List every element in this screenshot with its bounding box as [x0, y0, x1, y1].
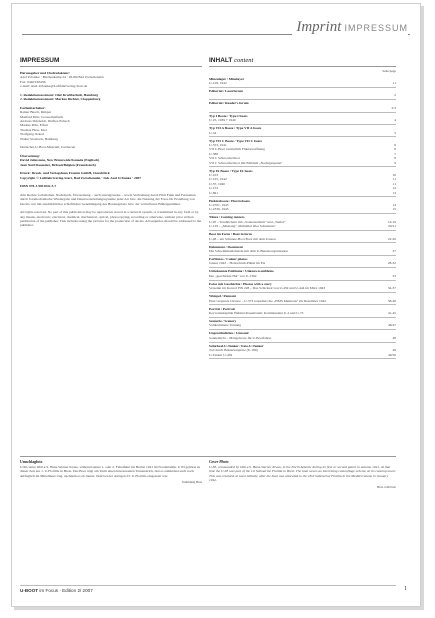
toc-entry[interactable] [209, 125, 396, 137]
toc-category: Typ VII C Boote / Type VII C boats [209, 138, 262, 143]
publisher-line: Axel Urbanke · Birchenkamp 24 · 26169 Bad Zwischenahn [20, 75, 104, 80]
publisher-line: Fax: 04403/63296 [20, 79, 46, 84]
toc-item-title: U-125, 1942 [209, 177, 227, 182]
toc-item-title: U-4701, 1945 [209, 202, 229, 207]
toc-item-page: 49 [392, 348, 396, 353]
toc-row [209, 118, 396, 122]
toc-item-title: Vollkommene Tarnung [209, 323, 241, 328]
toc-item-title: Tod durch Bakterienplotte (U-180) [209, 348, 258, 353]
toc-row [209, 224, 396, 228]
toc-row [209, 191, 396, 195]
toc-row [209, 274, 396, 278]
toc-row [209, 81, 396, 85]
contents-heading-sub: content [234, 57, 254, 64]
toc-item-page: 7 [394, 151, 396, 156]
toc-category: Minenleger / Minelayer [209, 76, 245, 81]
toc-item-page: 33 [392, 273, 396, 278]
toc-entry[interactable] [209, 214, 396, 231]
magazine-issue: im Focus · Edition 2/ 2007 [39, 588, 93, 593]
translator-line: Jean Noël Daoustier, Brüssel/Belgien (Französisch) [20, 162, 96, 167]
toc-item-title: U-48 – ein Schnauz-Boot Boot mit dem Zossen [209, 236, 276, 241]
toc-item-page: 14 [392, 202, 396, 207]
page-footer-magazine [20, 588, 93, 593]
toc-category: Tänze / Coming tanzers [209, 215, 245, 220]
toc-item-title: U-153 [209, 186, 218, 191]
header-title-caps: IMPRESSUM [344, 23, 408, 33]
toc-entry[interactable] [209, 137, 396, 167]
contents-heading-main: INHALT [209, 57, 233, 64]
translators-list [20, 158, 202, 167]
header-title-word: Imprint [296, 19, 342, 35]
toc-item-page: 27 [392, 248, 396, 253]
toc-row [209, 93, 396, 97]
toc-entry[interactable] [209, 318, 396, 330]
publisher-lines [20, 75, 202, 88]
toc-item-page: 22-26 [387, 236, 396, 241]
toc-category: Typ IX Boote / Type IX boats [209, 168, 253, 173]
page-footer-rule [20, 585, 396, 586]
toc-entry[interactable] [209, 305, 396, 317]
toc-item-title: U-103 [209, 172, 218, 177]
toc-category: Ungewöhnliches / Unusual [209, 331, 249, 336]
magazine-name: U-BOOT [20, 588, 39, 593]
cover-credit-en: Hess collection [377, 484, 396, 489]
toc-item-title: U-25, 1939 + 1940 [209, 118, 236, 123]
toc-item-title: Versenkt im Konvoi HX 228 – Das Schicksal von U-432 und U-444 im März 1943 [209, 286, 326, 291]
toc-row [209, 207, 396, 211]
impressum-column [20, 57, 202, 228]
toc-entry[interactable] [209, 75, 396, 87]
toc-category: Schicksal-U-Tanker / Fate-U-Tanker [209, 343, 264, 348]
editors-list [20, 93, 202, 102]
toc-item-page: 6 [394, 142, 396, 147]
toc-category: Editorial / Leserforum [209, 88, 243, 93]
advisor-line: Wolfgang Ockert [20, 132, 45, 137]
toc-category: Elektroboote / Electroboats [209, 198, 250, 203]
print-line: Druck: Druck- und Verlagshaus Fromm GmbH, Osnabrück [20, 171, 110, 176]
toc-item-title: U-861 [209, 190, 218, 195]
toc-item-page: 11 [392, 181, 396, 186]
toc-item-title: Der „geschickte Hai" von U-1392 [209, 273, 257, 278]
toc-entry[interactable] [209, 256, 396, 268]
publisher-line: e-mail: Axel-Urbanke@Luftfahrtverlag-Start.de [20, 84, 88, 89]
advisor-line: Rainer Busch, Rimpar [20, 110, 52, 115]
toc-item-page: 10 [392, 172, 396, 177]
toc-item-title: Korvettenkapitän Helmut Rosenbaum, Kommandant U-2 und U-73 [209, 310, 304, 315]
toc-entry[interactable] [209, 231, 396, 243]
toc-item-page: 5 [394, 130, 396, 135]
toc-item-page: 49/50 [388, 352, 396, 357]
toc-item-page: 48 [392, 335, 396, 340]
toc-entry[interactable] [209, 88, 396, 100]
rights-english: All rights reserved. No part of this publication may be reproduced, stored in a retrieval system, or transmitted in any form or by any means, electronic, electrical, chemical, mechanical, optical, photocopying, recording or otherwise, without prior written permission of the publisher. This includes using the pictures for the production of decals. All enquiries should be addressed to the publisher. [20, 210, 202, 228]
toc-item-page: 12 [392, 186, 396, 191]
advisor-line: Markus Pöhr, Erfurt [20, 123, 49, 128]
toc-entry[interactable] [209, 330, 396, 342]
toc-row [209, 261, 396, 265]
cover-caption-english [209, 460, 396, 489]
toc-item-title: Eine verpasste Chance – U-373 torpediert die „HMS Mamerus" im Dezember 1942 [209, 298, 326, 303]
toc-item-page: 41-45 [387, 310, 396, 315]
toc-row [209, 336, 396, 340]
advisors-list [20, 110, 202, 141]
cover-credit-de: Sammlung Hess [181, 480, 202, 484]
toc-item-page: 13 [392, 190, 396, 195]
toc-entry[interactable] [209, 243, 396, 255]
toc-entry[interactable] [209, 113, 396, 125]
contents-column [209, 57, 396, 359]
toc-category: Dokument / Document [209, 244, 243, 249]
toc-item-title: VII C Schnorchelboot [209, 156, 240, 161]
cover-label-de: Umschlagfoto [20, 460, 43, 464]
cover-caption-german [20, 460, 202, 485]
toc-item-title: U-Tanker U-459 [209, 352, 233, 357]
museum-credit: Deutsches U-Boot-Museum, Cuxhaven [20, 145, 76, 150]
table-of-contents [209, 75, 396, 359]
toc-item-page: 2 [394, 93, 396, 98]
editor-line: 2. Redaktionsassistent: Markus Richter, Cloppenburg [20, 97, 101, 102]
toc-item-title: Januar 1942 – Holzschnitt-Piktul im Eis [209, 261, 266, 266]
cover-text-en: U-83, commanded by Oblt.z.S. Hans-Werner Kraus, in the North Atlantic during its first or second patrol in autumn 1941. At that time the U-83 was part of the 1st Submarine Flotilla in Brest. The boat wears an interesting camouflage scheme on its conning tower. This was retained, at least initially, after the boat was allocated to the 23rd Submarine Flotilla in the Mediterranean in January 1942. [209, 464, 396, 482]
rights-german: Alle Rechte vorbehalten. Nachdruck, Übersetzung – auch auszugsweise – sowie Verbreitung durch Film Funk und Fernsehen, durch fotomechanische Wiedergabe und Datenverarbeitungssysteme jeder Art bzw. die Nutzung der Fotos für Erstellung von Decals, nur mit ausdrücklicher schriftlicher Genehmigung des Herausgebers bzw. der vertretbaren Bildeigentümer. [20, 192, 197, 206]
toc-item-page: 9 [394, 160, 396, 165]
header-title [292, 19, 408, 36]
toc-entry[interactable] [209, 197, 396, 214]
toc-item-page: 2/3 [391, 105, 396, 110]
publisher-label: Herausgeber und Chefredakteur: [20, 71, 71, 75]
cover-text-de: U 60, unter Oblt.z.S. Hans-Werner Kraus, während seiner 1. oder 2. Feindfahrt im Herbst 1941 im Nordatlantik. U 83 gehörte zu dieser Zeit zur 1. U-Flottille in Brest. Das Boot trägt am Turm einen interessanten Tarnanstrich, den es zumindest auch noch anfänglich im Mittelmeer trug, nachdem es ab Januar 1942 bei der dortigen 23. U-Flottille eingesetzt war. [20, 464, 201, 478]
toc-item-title: U-218, 1942 [209, 81, 227, 85]
page-number: 1 [404, 586, 407, 592]
toc-entry[interactable] [209, 268, 396, 280]
toc-item-title: U-553, 1941 [209, 142, 227, 147]
toc-item-page: 34-37 [387, 286, 396, 291]
toc-item-title: VII C Schnorchelboot mit Emblem „Nachtgespenst" [209, 160, 283, 165]
toc-item-page: 4 [394, 118, 396, 123]
toc-item-page: 11 [392, 81, 396, 85]
toc-item-page: 16-19 [387, 219, 396, 224]
toc-category: Fotos mit Geschichte / Photos with a story [209, 281, 272, 286]
translator-line: David Johnstone, New Brunswick/Kanada (Englisch) [20, 158, 100, 163]
toc-item-title: VII C-Boot vermutlich Flakbewaffnung [209, 147, 265, 152]
toc-item-page: 20/21 [388, 224, 396, 229]
toc-entry[interactable] [209, 343, 396, 360]
toc-category: Boot im Form / Boat in form [209, 232, 252, 237]
impressum-heading: IMPRESSUM [20, 57, 202, 67]
toc-row [209, 323, 396, 327]
print-info [20, 171, 202, 180]
toc-category: Editorial / Reader's forum [209, 101, 249, 106]
toc-item-page: 6 [394, 147, 396, 152]
toc-item-title: U-34 [209, 130, 217, 135]
cover-label-en: Cover Photo [209, 460, 229, 464]
toc-item-page: 11 [392, 177, 396, 182]
advisor-line: Thomas Hess, Kiel [20, 127, 47, 132]
toc-item-title: U-95 – Tendlöchern mit „Sonnenschirm" und „Teufel" [209, 219, 286, 224]
toc-row [209, 299, 396, 303]
editor-line: 1. Redaktionsassistent: Olaf Kraftberhölt, Hamburg [20, 92, 99, 97]
toc-category: Farbfotos / Colour photos [209, 256, 248, 261]
toc-row [209, 237, 396, 241]
advisor-line: Walter Stoebeck, Hamburg [20, 136, 58, 141]
toc-row [209, 249, 396, 253]
contents-heading [209, 57, 396, 67]
toc-category: Porträt / Portrait [209, 306, 235, 311]
toc-item-title: U-588 [209, 151, 218, 156]
toc-item-page: 38-40 [387, 298, 396, 303]
toc-item-title: U-129 – „Mustang", Mahnmal aller Schnauzer! [209, 224, 276, 229]
toc-row [209, 161, 396, 165]
print-line: Copyright © Luftfahrtverlag-Start, Bad Zwischenahn · Inh. Axel Urbanke · 2007 [20, 175, 142, 180]
toc-row [209, 311, 396, 315]
toc-item-page: 28-32 [387, 261, 396, 266]
advisor-line: Manfred Dörr, Grossollenfurth [20, 114, 64, 119]
toc-entry[interactable] [209, 100, 396, 112]
toc-item-page: 8 [394, 156, 396, 161]
toc-row [209, 106, 396, 110]
advisors-label: Fachmitarbeiter: [20, 105, 46, 110]
toc-category: Szenerie / Scenery [209, 318, 237, 323]
toc-item-page: 46/47 [388, 323, 396, 328]
toc-item-title: U-37, 1940 [209, 181, 225, 186]
toc-row [209, 131, 396, 135]
toc-category: Unbekannte Embleme / Unknown emblems [209, 269, 274, 274]
toc-entry[interactable] [209, 281, 396, 293]
toc-entry[interactable] [209, 293, 396, 305]
toc-page-label: Seite/page [382, 69, 396, 73]
toc-item-title: Sonnenlicht – Mangelware für U-Bootfahrer [209, 335, 272, 340]
toc-row [209, 353, 396, 357]
cover-separator [20, 456, 396, 457]
toc-row [209, 286, 396, 290]
toc-category: Wimpel / Pennant [209, 294, 236, 299]
toc-item-title: U-2330, 1945 [209, 207, 229, 212]
toc-category: Typ VII A Boote / Type VII A boats [209, 126, 262, 131]
toc-item-page: 15 [392, 207, 396, 212]
toc-category: Typ I Boote / Type I boats [209, 113, 248, 118]
advisor-line: Andreas Drieboldt, Dörfles-Esbach [20, 119, 70, 124]
translation-label: Übersetzung: [20, 153, 41, 158]
toc-entry[interactable] [209, 167, 396, 197]
isbn: ISBN 978-3-9811042-5-7 [20, 184, 57, 189]
toc-item-title: Die Schwimmanlehende mit dem U-Bundesorganisation [209, 248, 289, 253]
